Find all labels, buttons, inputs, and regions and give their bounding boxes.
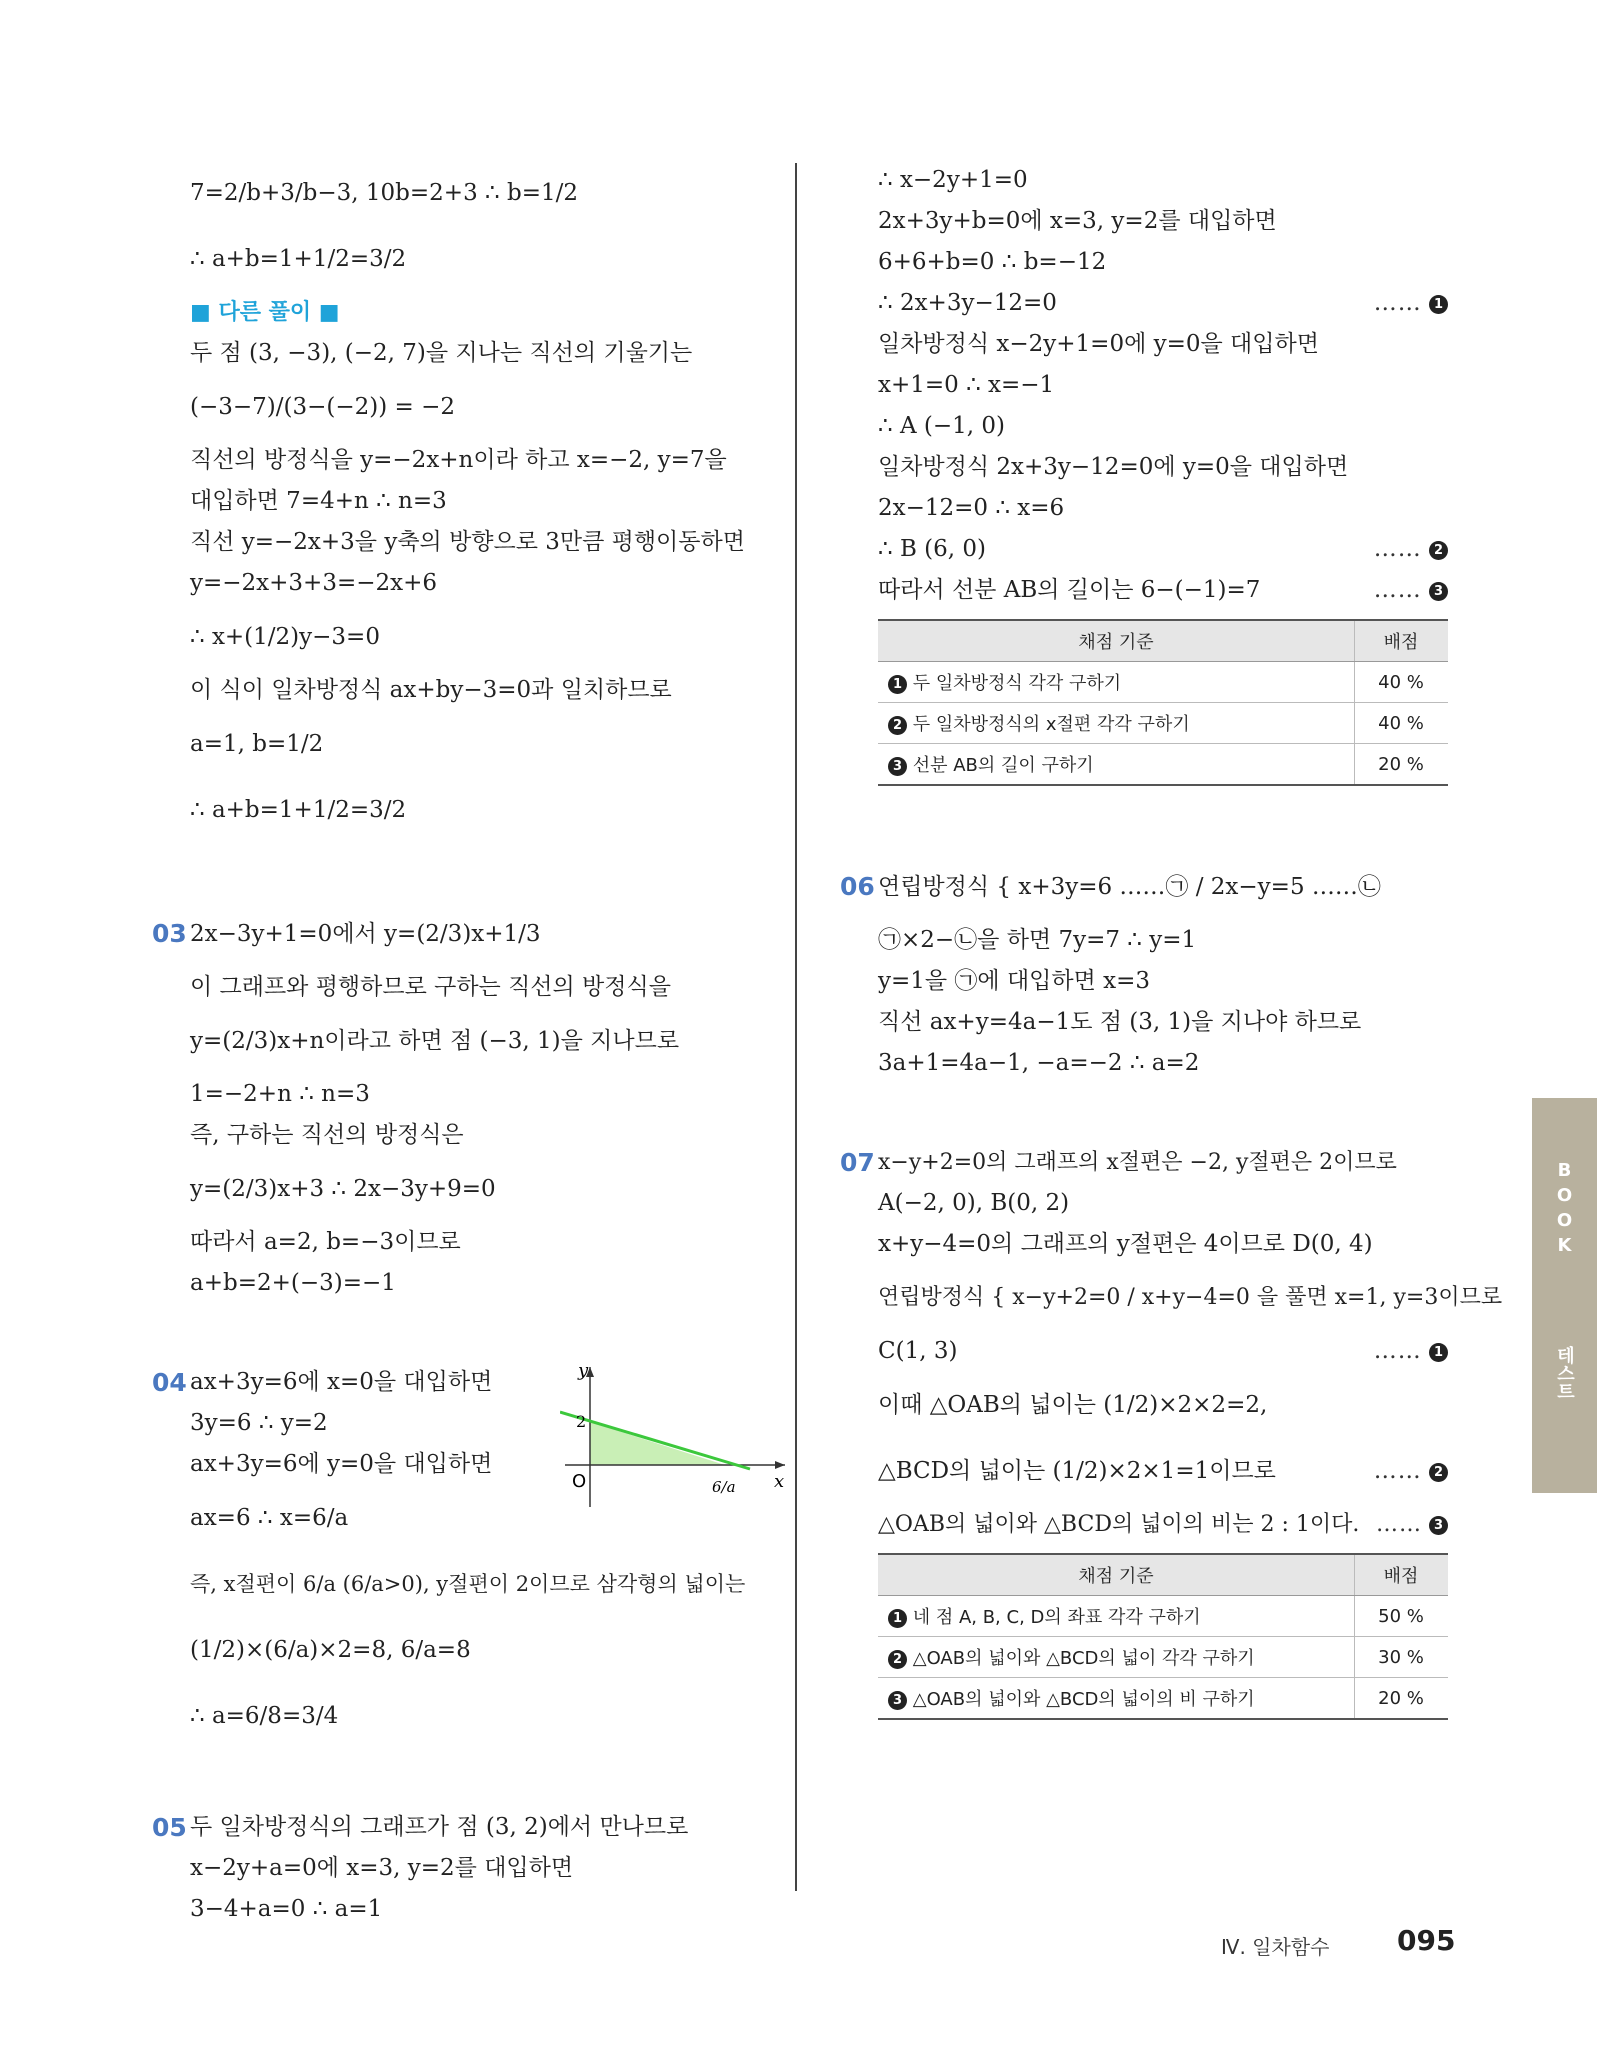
text-line: 2x+3y+b=0에 x=3, y=2를 대입하면: [878, 208, 1277, 234]
text-line: 04 ax+3y=6에 x=0을 대입하면: [190, 1362, 780, 1403]
y-tick-label: 2: [576, 1412, 587, 1431]
text-line: y=(2/3)x+n이라고 하면 점 (−3, 1)을 지나므로: [190, 1028, 680, 1054]
text-line: (1/2)×(6/a)×2=8, 6/a=8: [190, 1637, 471, 1663]
other-solution-label: ■ 다른 풀이 ■: [190, 300, 340, 325]
step-marker-3: …… 3: [1376, 1504, 1448, 1545]
text-line: 즉, x절편이 6/a (6/a>0), y절편이 2이므로 삼각형의 넓이는: [190, 1572, 746, 1596]
x-tick-label: 6/a: [712, 1478, 736, 1496]
problem-number: 07: [840, 1148, 875, 1177]
text-line: 3a+1=4a−1, −a=−2 ∴ a=2: [878, 1050, 1200, 1076]
step-marker-1: …… 1: [1374, 1331, 1448, 1372]
text-line: y=1을 ㉠에 대입하면 x=3: [878, 968, 1151, 994]
text-line: ∴ x−2y+1=0: [878, 167, 1028, 193]
text-line: 따라서 a=2, b=−3이므로: [190, 1229, 461, 1255]
x-axis-label: x: [774, 1471, 785, 1492]
text-line: 일차방정식 2x+3y−12=0에 y=0을 대입하면: [878, 454, 1349, 480]
text-line: 07 x−y+2=0의 그래프의 x절편은 −2, y절편은 2이므로: [878, 1142, 1448, 1183]
side-tab-test-book: [1532, 1098, 1597, 1493]
step-marker-2: …… 2: [1374, 1438, 1448, 1504]
y-axis-label: y: [578, 1362, 589, 1381]
text-line: 두 점 (3, −3), (−2, 7)을 지나는 직선의 기울기는: [190, 340, 693, 366]
problem-number: 04: [152, 1368, 187, 1397]
text-line: ∴ a+b=1+1/2=3/2: [190, 797, 407, 823]
problem-number: 06: [840, 872, 875, 901]
text-line: ㉠×2−㉡을 하면 7y=7 ∴ y=1: [878, 927, 1197, 953]
table-row: 2 △OAB의 넓이와 △BCD의 넓이 각각 구하기 30 %: [878, 1637, 1448, 1678]
text-line: △BCD의 넓이는 (1/2)×2×1=1이므로 …… 2: [878, 1438, 1448, 1504]
table-row: 1 네 점 A, B, C, D의 좌표 각각 구하기 50 %: [878, 1596, 1448, 1637]
text-line: 3−4+a=0 ∴ a=1: [190, 1896, 383, 1922]
text-line: x+y−4=0의 그래프의 y절편은 4이므로 D(0, 4): [878, 1231, 1373, 1257]
step-marker-2: …… 2: [1374, 529, 1448, 570]
text-line: y=−2x+3+3=−2x+6: [190, 570, 438, 596]
table-row: 3 선분 AB의 길이 구하기 20 %: [878, 744, 1448, 786]
text-line: 3y=6 ∴ y=2: [190, 1410, 328, 1436]
text-line: ∴ 2x+3y−12=0 …… 1: [878, 283, 1448, 324]
step-marker-3: …… 3: [1374, 570, 1448, 611]
problem-03: [152, 901, 780, 1304]
text-line: 06 연립방정식 { x+3y=6 ……㉠ / 2x−y=5 ……㉡: [878, 854, 1448, 920]
text-line: 2x−12=0 ∴ x=6: [878, 495, 1065, 521]
text-line: 6+6+b=0 ∴ b=−12: [878, 249, 1107, 275]
table-header: 채점 기준: [878, 620, 1355, 662]
step-marker-1: …… 1: [1374, 283, 1448, 324]
table-row: 2 두 일차방정식의 x절편 각각 구하기 40 %: [878, 703, 1448, 744]
text-line: A(−2, 0), B(0, 2): [878, 1190, 1070, 1216]
text-line: 일차방정식 x−2y+1=0에 y=0을 대입하면: [878, 331, 1319, 357]
text-line: 이 그래프와 평행하므로 구하는 직선의 방정식을: [190, 974, 671, 1000]
text-line: 7=2/b+3/b−3, 10b=2+3 ∴ b=1/2: [190, 180, 578, 206]
text-line: 직선의 방정식을 y=−2x+n이라 하고 x=−2, y=7을: [190, 447, 727, 473]
table-header: 배점: [1355, 620, 1449, 662]
scoring-table: [878, 1553, 1448, 1720]
text-line: 따라서 선분 AB의 길이는 6−(−1)=7 …… 3: [878, 570, 1448, 611]
problem-number: 03: [152, 919, 187, 948]
text-line: 05 두 일차방정식의 그래프가 점 (3, 2)에서 만나므로: [190, 1807, 780, 1848]
problem-05: [152, 1807, 780, 1930]
text-line: x+1=0 ∴ x=−1: [878, 372, 1055, 398]
text-line: 즉, 구하는 직선의 방정식은: [190, 1122, 464, 1148]
text-line: 이때 △OAB의 넓이는 (1/2)×2×2=2,: [878, 1392, 1268, 1418]
text-line: △OAB의 넓이와 △BCD의 넓이의 비는 2 : 1이다. …… 3: [878, 1504, 1448, 1545]
text-line: ax=6 ∴ x=6/a: [190, 1505, 349, 1531]
text-line: 직선 y=−2x+3을 y축의 방향으로 3만큼 평행이동하면: [190, 529, 745, 555]
side-tab-english: B O O K: [1556, 1160, 1573, 1256]
problem-number: 05: [152, 1813, 187, 1842]
text-line: x−2y+a=0에 x=3, y=2를 대입하면: [190, 1855, 574, 1881]
left-column: [152, 160, 785, 1930]
text-line: ∴ x+(1/2)y−3=0: [190, 624, 380, 650]
text-line: a+b=2+(−3)=−1: [190, 1270, 396, 1296]
text-line: ax+3y=6에 y=0을 대입하면: [190, 1451, 493, 1477]
scoring-table: [878, 619, 1448, 786]
problem-06: [840, 854, 1448, 1084]
right-column: [840, 160, 1503, 1720]
page-number: 095: [1397, 1924, 1456, 1957]
text-line: ∴ a+b=1+1/2=3/2: [190, 246, 407, 272]
table-row: 1 두 일차방정식 각각 구하기 40 %: [878, 662, 1448, 703]
text-line: a=1, b=1/2: [190, 731, 324, 757]
text-line: y=(2/3)x+3 ∴ 2x−3y+9=0: [190, 1176, 496, 1202]
text-line: C(1, 3) …… 1: [878, 1331, 1448, 1372]
side-tab-korean: 테스트: [1554, 1346, 1575, 1400]
text-line: (−3−7)/(3−(−2)) = −2: [190, 394, 456, 420]
text-line: 1=−2+n ∴ n=3: [190, 1081, 370, 1107]
text-line: ∴ A (−1, 0): [878, 413, 1005, 439]
origin-label: O: [572, 1471, 587, 1492]
chapter-label: Ⅳ. 일차함수: [1221, 1935, 1330, 1959]
text-line: 03 2x−3y+1=0에서 y=(2/3)x+1/3: [190, 901, 780, 967]
column-divider: [795, 163, 797, 1891]
text-line: 이 식이 일차방정식 ax+by−3=0과 일치하므로: [190, 677, 672, 703]
text-line: 직선 ax+y=4a−1도 점 (3, 1)을 지나야 하므로: [878, 1009, 1362, 1035]
table-header: 채점 기준: [878, 1554, 1355, 1596]
text-line: 대입하면 7=4+n ∴ n=3: [190, 488, 447, 514]
problem-04: [152, 1362, 785, 1749]
table-row: 3 △OAB의 넓이와 △BCD의 넓이의 비 구하기 20 %: [878, 1678, 1448, 1720]
text-line: 연립방정식 { x−y+2=0 / x+y−4=0 을 풀면 x=1, y=3이므로: [878, 1285, 1503, 1310]
text-line: ∴ a=6/8=3/4: [190, 1703, 339, 1729]
text-line: ∴ B (6, 0) …… 2: [878, 529, 1448, 570]
table-header: 배점: [1355, 1554, 1449, 1596]
problem-07: [840, 1142, 1503, 1545]
